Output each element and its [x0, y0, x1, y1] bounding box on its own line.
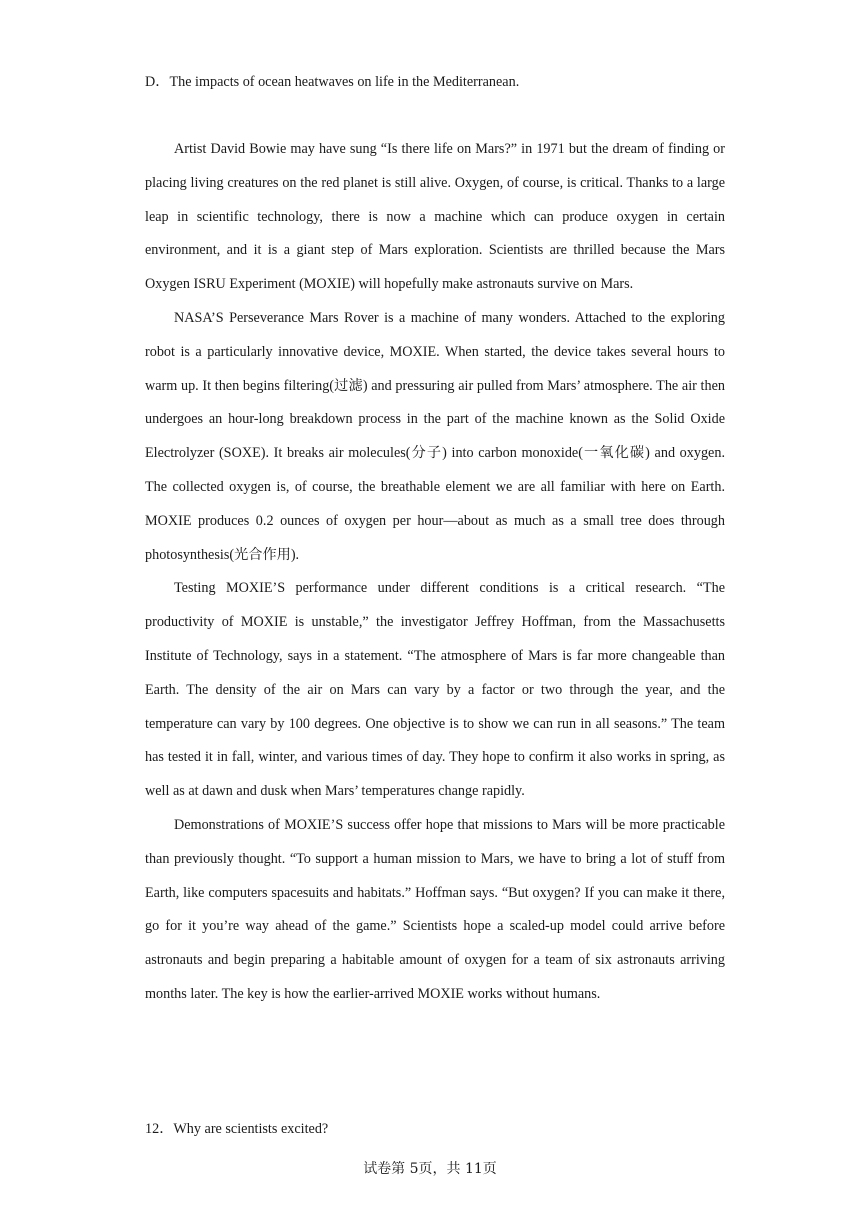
question-number: 12． [145, 1121, 174, 1137]
passage-paragraph-3: Testing MOXIE’S performance under different conditions is a critical research. “The productivity of MOXIE is unstable,” the investigator Jeffrey Hoffman, from the Massachusetts Institute of Technology, says in a statement. “The atmosphere of Mars is far more changeable than Earth. The density of the air on Mars can vary by a factor or two through the year, and the temperature can vary by 100 degrees. One objective is to show we can run in all seasons.” The team has tested it in fall, winter, and various times of day. They hope to confirm it also works in spring, as well as at dawn and dusk when Mars’ temperatures change rapidly. [145, 580, 725, 800]
passage-paragraph-2: NASA’S Perseverance Mars Rover is a machine of many wonders. Attached to the exploring robot is a particularly innovative device, MOXIE. When started, the device takes several hours to warm up. It then begins filtering(过滤) and pressuring air pulled from Mars’ atmosphere. The air then undergoes an hour-long breakdown process in the part of the machine known as the Solid Oxide Electrolyzer (SOXE). It breaks air molecules(分子) into carbon monoxide(一氧化碳) and oxygen. The collected oxygen is, of course, the breathable element we are all familiar with here on Earth. MOXIE produces 0.2 ounces of oxygen per hour—about as much as a small tree does through photosynthesis(光合作用). [145, 309, 725, 563]
passage-paragraph-4: Demonstrations of MOXIE’S success offer hope that missions to Mars will be more practicable than previously thought. “To support a human mission to Mars, we have to bring a lot of stuff from Earth, like computers spacesuits and habitats.” Hoffman says. “But oxygen? If you can make it there, go for it you’re way ahead of the game.” Scientists hope a scaled-up model could arrive before astronauts and begin preparing a habitable amount of oxygen for a team of six astronauts arriving months later. The key is how the earlier-arrived MOXIE works without humans. [145, 816, 725, 1002]
reading-passage [145, 133, 725, 1012]
page-footer: 试卷第 5页，共 11页 [363, 1161, 497, 1177]
question-12 [145, 1113, 328, 1147]
question-text: Why are scientists excited? [173, 1121, 329, 1137]
option-text: The impacts of ocean heatwaves on life in the Mediterranean. [169, 74, 520, 90]
passage-paragraph-1: Artist David Bowie may have sung “Is there life on Mars?” in 1971 but the dream of finding or placing living creatures on the red planet is still alive. Oxygen, of course, is critical. Thanks to a large leap in scientific technology, there is now a machine which can produce oxygen in certain environment, and it is a giant step of Mars exploration. Scientists are thrilled because the Mars Oxygen ISRU Experiment (MOXIE) will hopefully make astronauts survive on Mars. [145, 141, 725, 293]
option-letter: D． [145, 74, 170, 90]
answer-option-d [145, 66, 519, 100]
